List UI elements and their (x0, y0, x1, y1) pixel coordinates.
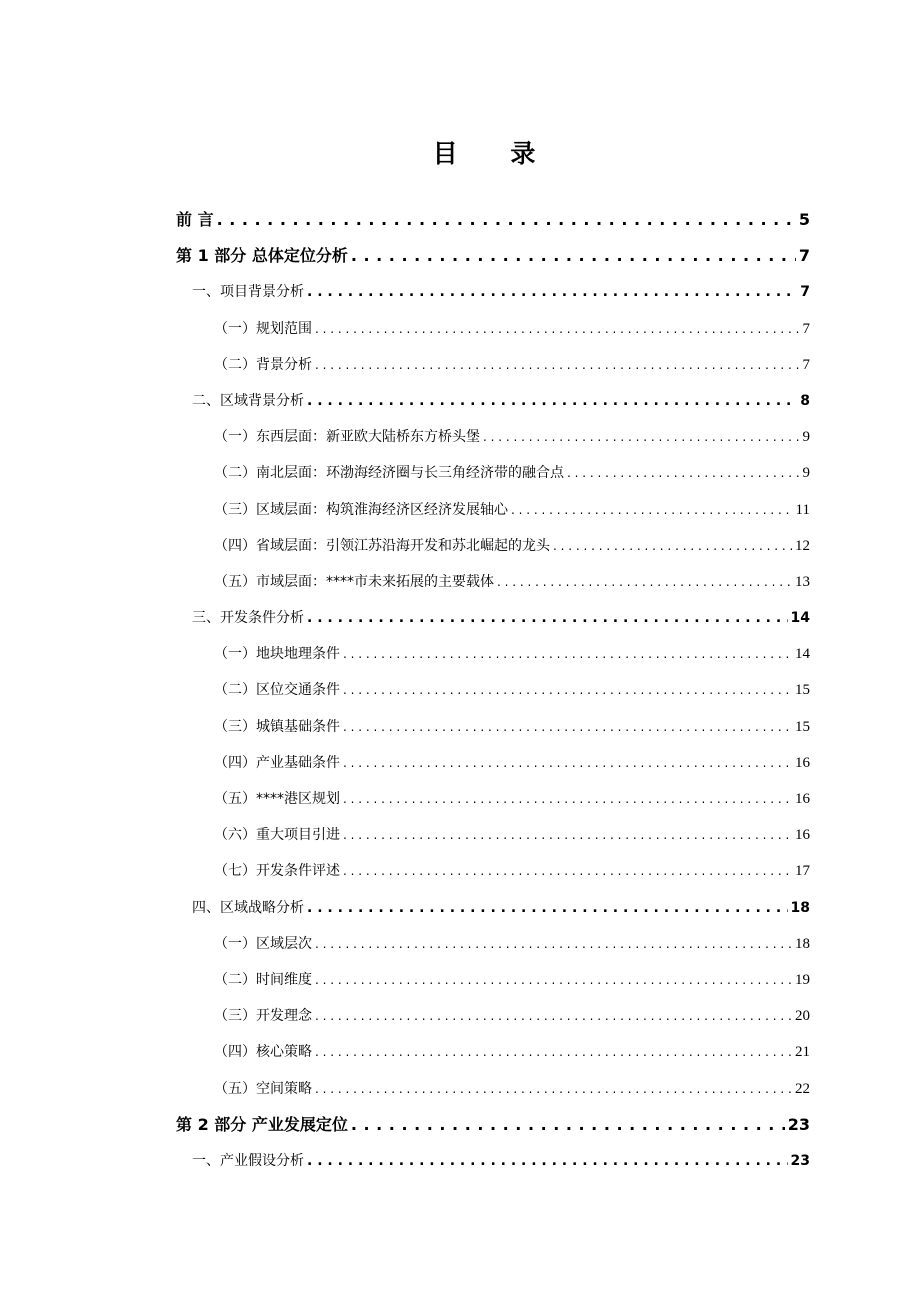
toc-leader-dots (343, 853, 792, 889)
toc-entry[interactable] (176, 347, 810, 383)
toc-leader-dots (351, 238, 796, 274)
toc-entry-page-number: 20 (795, 1008, 810, 1025)
toc-entry-label: （一）地块地理条件 (214, 646, 340, 663)
toc-entry-label: （五）市域层面：****市未来拓展的主要载体 (214, 573, 494, 590)
toc-entry-label: 三、开发条件分析 (192, 610, 304, 627)
toc-entry[interactable] (176, 709, 810, 745)
toc-title: 目 录 (432, 139, 558, 168)
toc-entry-label: 二、区域背景分析 (192, 392, 304, 409)
toc-entry-label: 第 2 部分 产业发展定位 (176, 1114, 348, 1134)
toc-entry-page-number: 9 (802, 429, 810, 446)
toc-entry-page-number: 5 (798, 210, 810, 229)
toc-entry-label: （四）核心策略 (214, 1044, 312, 1061)
toc-leader-dots (315, 1071, 792, 1107)
toc-entry-label: （二）区位交通条件 (214, 682, 340, 699)
toc-entry-label: （二）背景分析 (214, 356, 312, 373)
toc-entry[interactable] (176, 962, 810, 998)
toc-entry-page-number: 11 (795, 501, 810, 518)
toc-entry[interactable] (176, 202, 810, 238)
toc-entry-label: （四）省域层面：引领江苏沿海开发和苏北崛起的龙头 (214, 537, 550, 554)
toc-entry[interactable] (176, 1107, 810, 1143)
toc-leader-dots (315, 926, 792, 962)
toc-entry-label: （四）产业基础条件 (214, 754, 340, 771)
toc-entry-page-number: 9 (802, 465, 810, 482)
toc-entry-page-number: 8 (800, 392, 810, 409)
toc-entry[interactable] (176, 1071, 810, 1107)
toc-entry-page-number: 7 (802, 320, 810, 337)
toc-entry[interactable] (176, 274, 810, 310)
toc-leader-dots (567, 455, 800, 491)
toc-entry[interactable] (176, 311, 810, 347)
toc-leader-dots (343, 672, 792, 708)
toc-entry[interactable] (176, 636, 810, 672)
toc-entry-label: （一）规划范围 (214, 320, 312, 337)
toc-entry[interactable] (176, 998, 810, 1034)
table-of-contents (176, 202, 810, 1179)
toc-entry-label: （五）****港区规划 (214, 791, 340, 807)
toc-entry-label: （六）重大项目引进 (214, 827, 340, 844)
toc-entry-label: 一、产业假设分析 (192, 1152, 304, 1169)
toc-leader-dots (307, 1143, 788, 1179)
toc-entry-page-number: 14 (795, 646, 810, 663)
toc-entry[interactable] (176, 817, 810, 853)
toc-leader-dots (343, 817, 792, 853)
toc-entry[interactable] (176, 238, 810, 274)
toc-entry[interactable] (176, 383, 810, 419)
toc-entry[interactable] (176, 745, 810, 781)
toc-entry[interactable] (176, 853, 810, 889)
toc-entry[interactable] (176, 419, 810, 455)
toc-entry[interactable] (176, 455, 810, 491)
toc-entry-page-number: 18 (795, 935, 810, 952)
toc-entry-page-number: 16 (795, 754, 810, 771)
toc-entry-label: （五）空间策略 (214, 1080, 312, 1097)
toc-entry[interactable] (176, 672, 810, 708)
toc-entry[interactable] (176, 564, 810, 600)
toc-leader-dots (307, 890, 788, 926)
toc-entry-page-number: 15 (795, 718, 810, 735)
toc-entry-page-number: 7 (802, 356, 810, 373)
toc-entry[interactable] (176, 781, 810, 817)
toc-entry-page-number: 12 (795, 537, 810, 554)
toc-entry-label: （三）区域层面：构筑淮海经济区经济发展轴心 (214, 501, 508, 518)
toc-leader-dots (315, 347, 800, 383)
toc-leader-dots (307, 383, 797, 419)
toc-entry-label: （一）东西层面：新亚欧大陆桥东方桥头堡 (214, 429, 480, 446)
toc-entry[interactable] (176, 890, 810, 926)
toc-entry-label: 第 1 部分 总体定位分析 (176, 246, 348, 266)
toc-entry-label: 四、区域战略分析 (192, 899, 304, 916)
toc-entry[interactable] (176, 1143, 810, 1179)
toc-leader-dots (553, 528, 792, 564)
toc-entry-label: （三）城镇基础条件 (214, 718, 340, 735)
toc-entry[interactable] (176, 528, 810, 564)
toc-leader-dots (483, 419, 800, 455)
toc-entry[interactable] (176, 1034, 810, 1070)
toc-entry-page-number: 14 (790, 610, 810, 627)
toc-entry-page-number: 13 (795, 573, 810, 590)
toc-entry-page-number: 18 (790, 899, 810, 916)
toc-leader-dots (307, 274, 797, 310)
toc-entry-label: （一）区域层次 (214, 935, 312, 952)
toc-leader-dots (343, 709, 792, 745)
toc-leader-dots (497, 564, 792, 600)
toc-entry-page-number: 16 (795, 791, 810, 807)
toc-leader-dots (351, 1107, 785, 1143)
toc-entry-label: 前 言 (176, 210, 214, 229)
toc-entry-page-number: 21 (795, 1044, 810, 1061)
toc-entry-page-number: 22 (795, 1080, 810, 1097)
toc-entry-page-number: 7 (798, 246, 810, 266)
toc-entry[interactable] (176, 926, 810, 962)
toc-entry-label: （三）开发理念 (214, 1008, 312, 1025)
toc-entry-page-number: 16 (795, 827, 810, 844)
toc-entry[interactable] (176, 492, 810, 528)
toc-entry-label: （二）南北层面：环渤海经济圈与长三角经济带的融合点 (214, 465, 564, 482)
toc-entry-label: （二）时间维度 (214, 971, 312, 988)
toc-leader-dots (315, 311, 800, 347)
toc-leader-dots (343, 781, 792, 817)
toc-leader-dots (343, 745, 792, 781)
toc-leader-dots (511, 492, 793, 528)
toc-entry-page-number: 23 (790, 1152, 810, 1169)
toc-entry-page-number: 23 (787, 1114, 810, 1134)
toc-leader-dots (307, 600, 788, 636)
toc-entry-page-number: 15 (795, 682, 810, 699)
toc-entry[interactable] (176, 600, 810, 636)
toc-entry-label: （七）开发条件评述 (214, 863, 340, 880)
toc-entry-page-number: 7 (800, 284, 810, 301)
toc-entry-page-number: 19 (795, 971, 810, 988)
toc-leader-dots (315, 998, 792, 1034)
toc-leader-dots (343, 636, 792, 672)
toc-entry-page-number: 17 (795, 863, 810, 880)
toc-entry-label: 一、项目背景分析 (192, 284, 304, 301)
toc-leader-dots (315, 962, 792, 998)
toc-leader-dots (217, 202, 796, 238)
toc-leader-dots (315, 1034, 792, 1070)
